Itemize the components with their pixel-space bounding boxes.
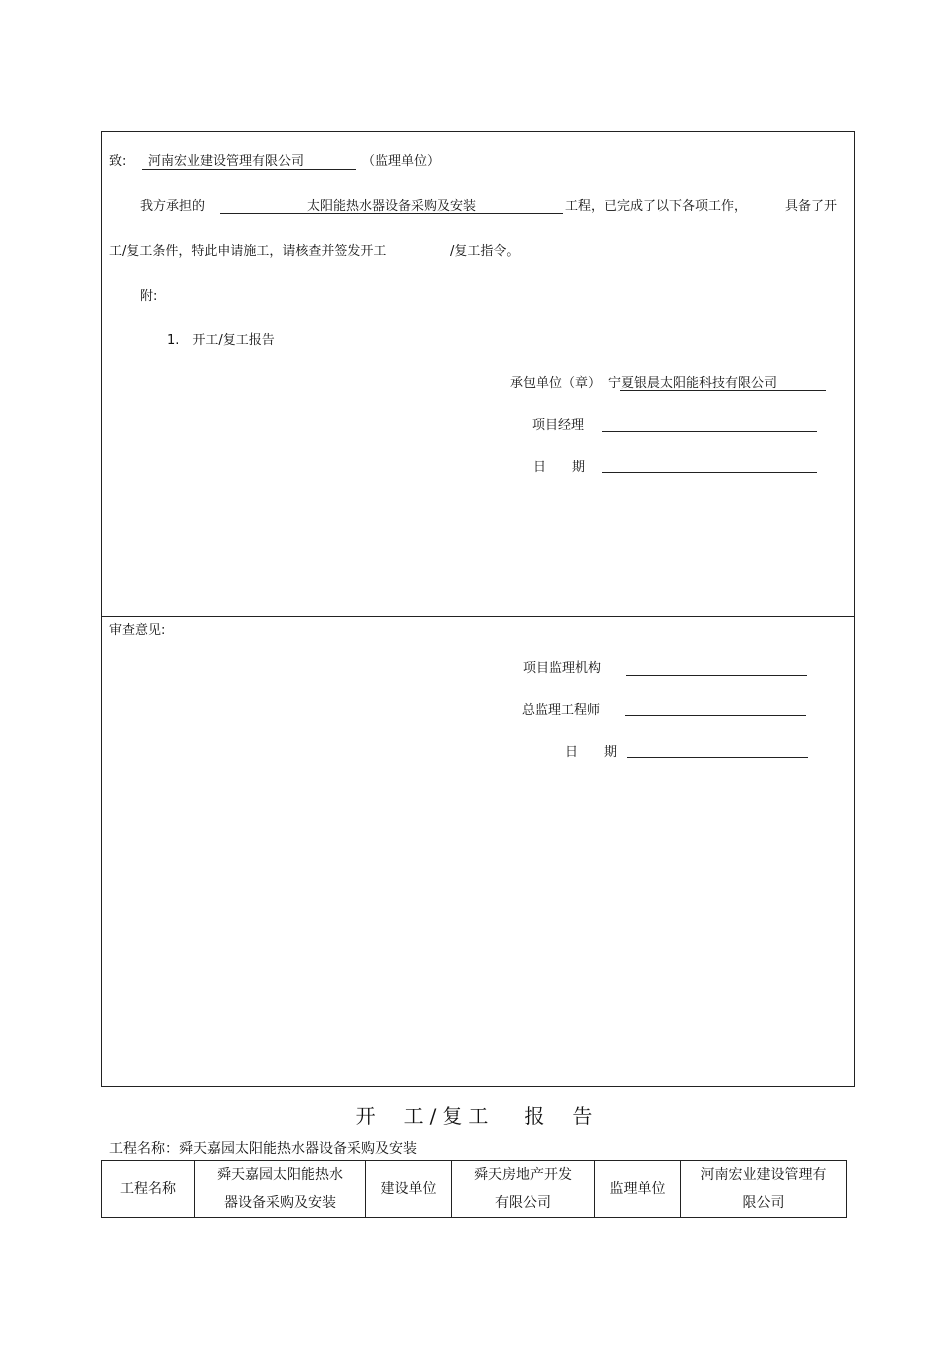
para1-mid: 工程，已完成了以下各项工作，	[565, 199, 748, 214]
para1-prefix: 我方承担的	[140, 199, 206, 214]
cell-label: 工程名称	[120, 1181, 176, 1197]
table-row	[102, 1161, 847, 1218]
project-name: 太阳能热水器设备采购及安装	[306, 199, 476, 214]
attachment-item: 1. 开工/复工报告	[167, 333, 275, 348]
table-cell	[452, 1161, 595, 1218]
report-project-line: 工程名称：舜天嘉园太阳能热水器设备采购及安装	[109, 1141, 417, 1157]
contractor-underline	[620, 390, 826, 391]
title-part-2: 工/复工	[403, 1104, 495, 1128]
application-date-label: 日 期	[533, 460, 586, 475]
report-info-table	[101, 1160, 847, 1218]
project-underline	[220, 213, 563, 214]
supervision-org-line	[626, 675, 807, 676]
contractor-name: 宁夏银晨太阳能科技有限公司	[608, 376, 778, 391]
chief-engineer-line	[625, 715, 806, 716]
table-cell	[366, 1161, 452, 1218]
table-cell	[595, 1161, 681, 1218]
title-part-3: 报	[524, 1104, 547, 1128]
cell-value-line: 舜天房地产开发	[474, 1167, 572, 1183]
to-underline	[142, 169, 356, 170]
chief-engineer-label: 总监理工程师	[522, 703, 601, 718]
contractor-label: 承包单位（章）	[510, 376, 602, 391]
para2-end: /复工指令。	[450, 244, 520, 259]
table-cell	[681, 1161, 847, 1218]
review-date-label: 日 期	[565, 745, 618, 760]
cell-value-line: 限公司	[742, 1195, 785, 1211]
project-manager-label: 项目经理	[532, 418, 585, 433]
review-section	[101, 616, 855, 1087]
table-cell	[102, 1161, 195, 1218]
table-cell	[195, 1161, 366, 1218]
attachment-label: 附:	[140, 289, 158, 304]
para1-end: 具备了开	[785, 199, 838, 214]
supervision-org-label: 项目监理机构	[523, 661, 602, 676]
review-title: 审查意见:	[109, 623, 166, 638]
supervisor-suffix: （监理单位）	[362, 154, 441, 169]
project-manager-line	[602, 431, 817, 432]
to-label: 致:	[109, 154, 127, 169]
cell-value-line: 有限公司	[495, 1195, 551, 1211]
application-date-line	[602, 472, 817, 473]
supervisor-company: 河南宏业建设管理有限公司	[148, 154, 305, 169]
report-title	[0, 1100, 950, 1129]
title-part-4: 告	[572, 1104, 595, 1128]
cell-value-line: 河南宏业建设管理有	[700, 1167, 827, 1183]
cell-value-line: 器设备采购及安装	[224, 1195, 336, 1211]
review-date-line	[627, 757, 808, 758]
para2-start: 工/复工条件，特此申请施工，请核查并签发开工	[109, 244, 387, 259]
cell-label: 建设单位	[380, 1181, 437, 1197]
cell-value-line: 舜天嘉园太阳能热水	[217, 1167, 343, 1183]
cell-label: 监理单位	[609, 1181, 666, 1197]
title-part-1: 开	[355, 1104, 378, 1128]
